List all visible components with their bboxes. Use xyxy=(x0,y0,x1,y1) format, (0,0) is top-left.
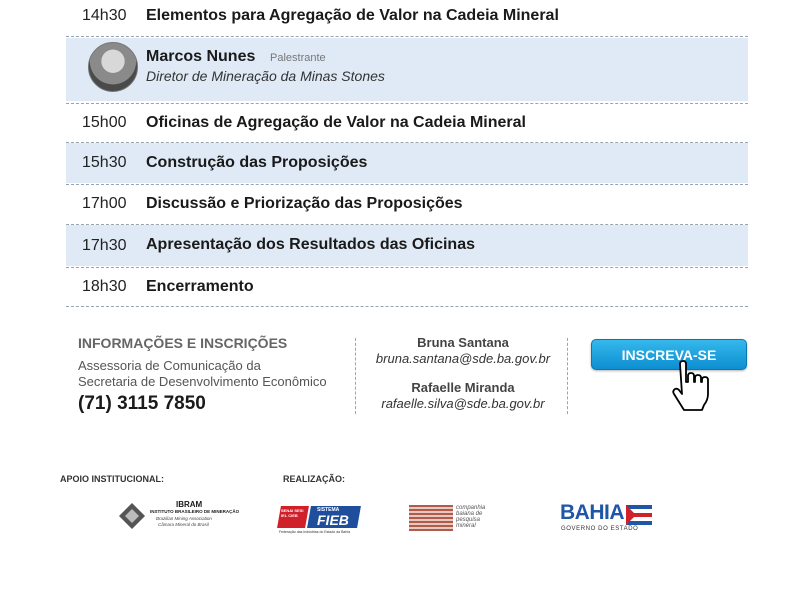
ibram-subtitle-2: Brazilian Mining Association xyxy=(156,516,212,521)
agenda-time: 15h30 xyxy=(82,154,127,171)
agenda-row xyxy=(66,143,748,183)
agenda-time: 17h30 xyxy=(82,237,127,254)
fieb-small: SISTEMA xyxy=(317,507,340,513)
info-phone: (71) 3115 7850 xyxy=(78,393,206,414)
hand-cursor-icon xyxy=(668,360,712,412)
agenda-title: Construção das Proposições xyxy=(146,154,368,171)
ibram-subtitle: INSTITUTO BRASILEIRO DE MINERAÇÃO xyxy=(150,509,240,514)
cbpm-line: pesquisa xyxy=(456,517,481,523)
cbpm-line: baiana de xyxy=(456,511,483,517)
info-line: Secretaria de Desenvolvimento Econômico xyxy=(78,374,327,389)
agenda-row xyxy=(66,185,748,223)
cbpm-line: mineral xyxy=(456,523,476,529)
bahia-subtitle: GOVERNO DO ESTADO xyxy=(561,526,639,532)
bahia-flag-icon xyxy=(626,505,652,525)
fieb-caption: Federação das Indústrias do Estado da Bahia xyxy=(279,530,351,534)
register-button[interactable]: INSCREVA-SE xyxy=(591,339,747,370)
support-label: APOIO INSTITUCIONAL: xyxy=(60,474,164,484)
contact-email[interactable]: bruna.santana@sde.ba.gov.br xyxy=(375,351,551,366)
contact-name: Bruna Santana xyxy=(417,335,509,350)
agenda-title: Encerramento xyxy=(146,278,254,295)
ibram-emblem-icon xyxy=(118,502,146,530)
agenda-time: 14h30 xyxy=(82,7,127,24)
speaker-name: Marcos Nunes xyxy=(146,48,256,65)
speaker-row xyxy=(66,38,748,101)
fieb-logo xyxy=(279,506,361,536)
agenda-row xyxy=(66,104,748,141)
agenda-row xyxy=(66,225,748,266)
bahia-name: BAHIA xyxy=(560,501,624,524)
agenda-title: Oficinas de Agregação de Valor na Cadeia Mineral xyxy=(146,114,526,131)
ibram-subtitle-3: Câmara Mineral do Brasil xyxy=(158,522,209,527)
speaker-description: Diretor de Mineração da Minas Stones xyxy=(146,68,385,84)
agenda-title: Apresentação dos Resultados das Oficinas xyxy=(146,236,475,253)
realization-label: REALIZAÇÃO: xyxy=(283,474,345,484)
bahia-logo xyxy=(560,503,654,535)
info-heading: INFORMAÇÕES E INSCRIÇÕES xyxy=(78,335,288,351)
agenda-title: Elementos para Agregação de Valor na Cadeia Mineral xyxy=(146,7,559,24)
agenda-row xyxy=(66,268,748,305)
contact-name: Rafaelle Miranda xyxy=(411,380,515,395)
agenda-time: 17h00 xyxy=(82,195,127,212)
cbpm-logo xyxy=(409,505,495,533)
info-line: Assessoria de Comunicação da xyxy=(78,358,261,373)
row-divider xyxy=(66,36,748,37)
fieb-sub-entities: SENAI SESI IEL CIEB xyxy=(281,508,304,518)
row-divider xyxy=(66,306,748,307)
agenda-title: Discussão e Priorização das Proposições xyxy=(146,195,463,212)
fieb-name: FIEB xyxy=(317,512,349,528)
contact-email[interactable]: rafaelle.silva@sde.ba.gov.br xyxy=(381,396,545,411)
agenda-row xyxy=(66,0,748,31)
ibram-title: IBRAM xyxy=(176,500,203,509)
speaker-role: Palestrante xyxy=(270,52,326,64)
contact-divider-left xyxy=(355,338,356,414)
cbpm-line: companhia xyxy=(456,505,486,511)
agenda-time: 18h30 xyxy=(82,278,127,295)
speaker-avatar xyxy=(88,42,138,92)
agenda-time: 15h00 xyxy=(82,114,127,131)
ibram-logo xyxy=(118,500,238,532)
